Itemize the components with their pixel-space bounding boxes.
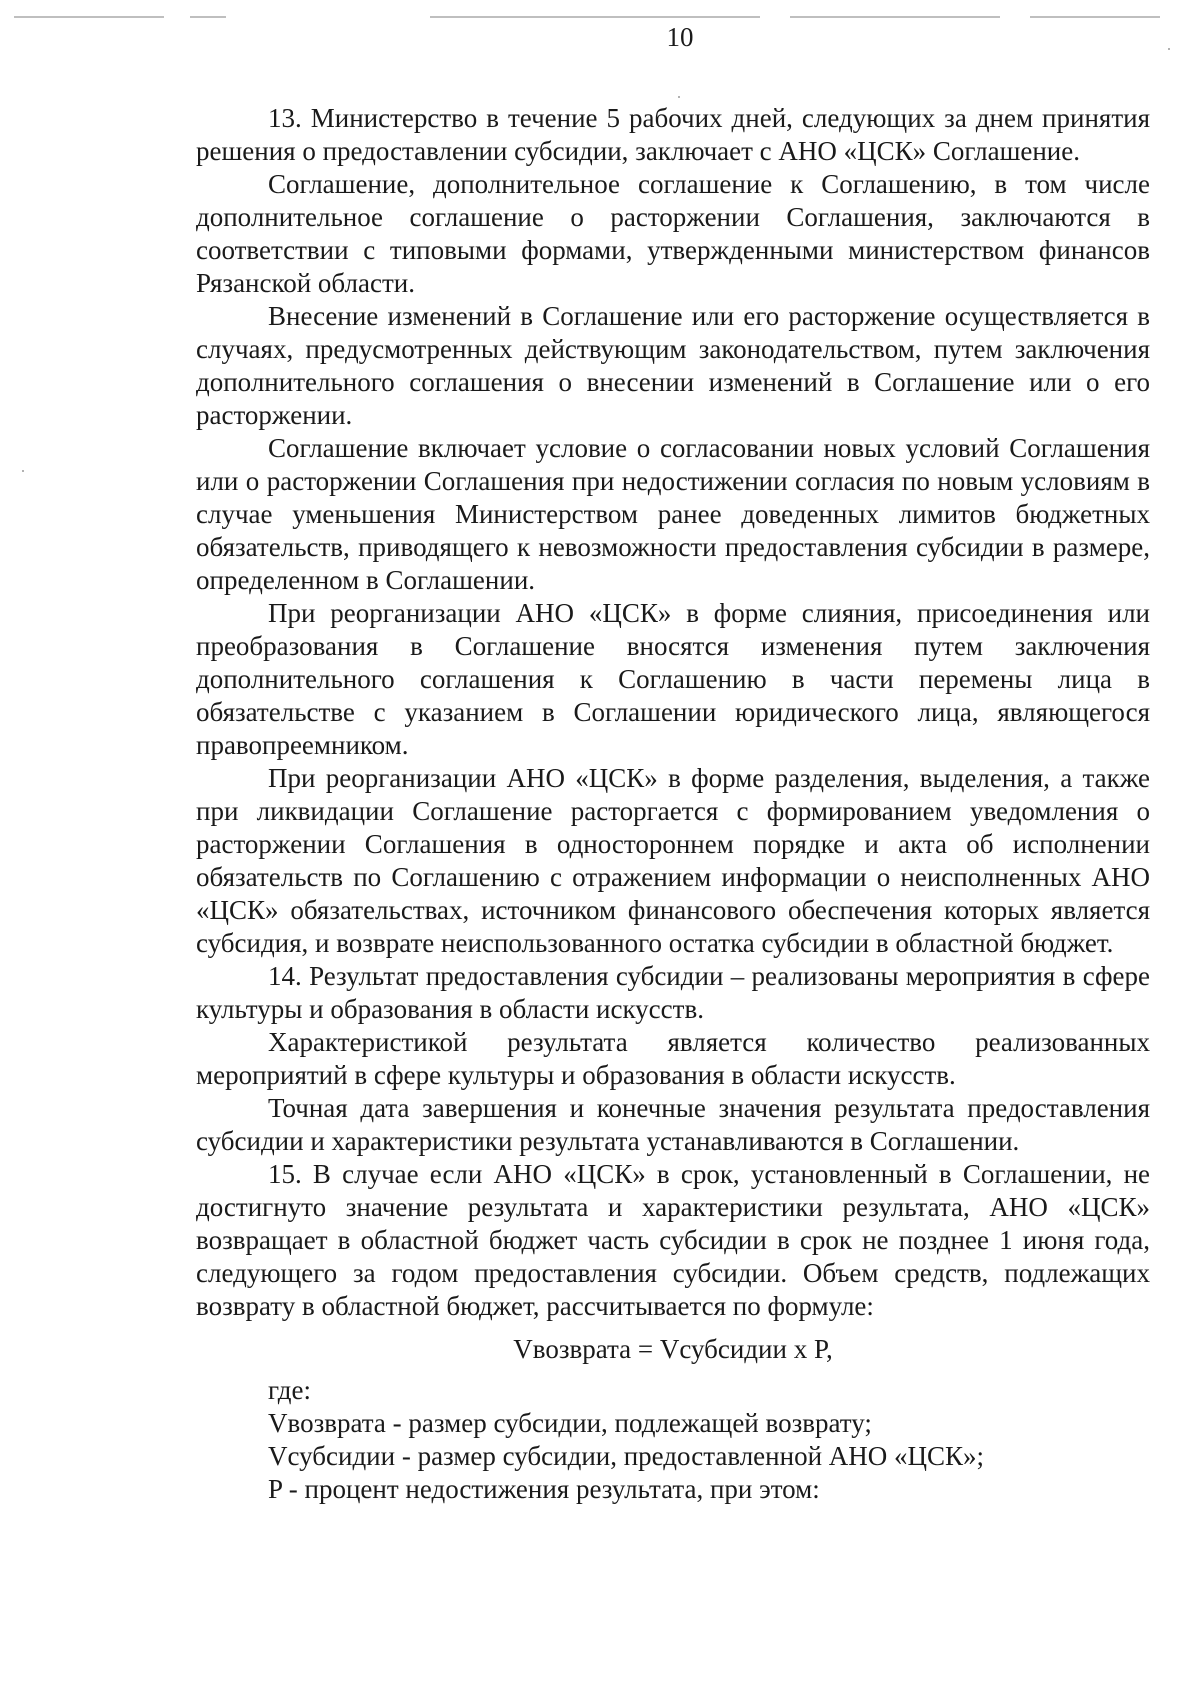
paragraph-reorganization-division: При реорганизации АНО «ЦСК» в форме разделения, выделения, а также при ликвидации Соглашение расторгается с формированием уведомления о расторжении Соглашения в одностороннем порядке и акта об исполнении обязательств по Соглашению с отражением информации о неисполненных АНО «ЦСК» обязательствах, источником финансового обеспечения которых является субсидия, и возврате неиспользованного остатка субсидии в областной бюджет. bbox=[196, 763, 1150, 958]
paragraph-13: 13. Министерство в течение 5 рабочих дней, следующих за днем принятия решения о предоставлении субсидии, заключает с АНО «ЦСК» Соглашение. bbox=[196, 103, 1150, 166]
paragraph-15: 15. В случае если АНО «ЦСК» в срок, установленный в Соглашении, не достигнуто значение результата и характеристики результата, АНО «ЦСК» возвращает в областной бюджет часть субсидии в срок не позднее 1 июня года, следующего за годом предоставления субсидии. Объем средств, подлежащих возврату в областной бюджет, рассчитывается по формуле: bbox=[196, 1159, 1150, 1321]
return-formula: Vвозврата = Vсубсидии x P, bbox=[513, 1334, 833, 1364]
paragraph-result-date: Точная дата завершения и конечные значения результата предоставления субсидии и характеристики результата устанавливаются в Соглашении. bbox=[196, 1093, 1150, 1156]
paragraph-agreement-changes: Внесение изменений в Соглашение или его расторжение осуществляется в случаях, предусмотренных действующим законодательством, путем заключения дополнительного соглашения о внесении изменений в Соглашение или о его расторжении. bbox=[196, 301, 1150, 430]
definition-item: Vсубсидии - размер субсидии, предоставленной АНО «ЦСК»; bbox=[268, 1441, 985, 1471]
paragraph-result-characteristic: Характеристикой результата является количество реализованных мероприятий в сфере культуры и образования в области искусств. bbox=[196, 1027, 1150, 1090]
scan-speck bbox=[22, 470, 24, 472]
page-number: 10 bbox=[666, 22, 694, 52]
definitions-where: где: bbox=[268, 1375, 311, 1405]
scan-top-edge bbox=[0, 14, 1200, 20]
definition-item: P - процент недостижения результата, при этом: bbox=[268, 1474, 820, 1504]
paragraph-new-conditions: Соглашение включает условие о согласовании новых условий Соглашения или о расторжении Соглашения при недостижении согласия по новым условиям в случае уменьшения Министерством ранее доведенных лимитов бюджетных обязательств, приводящего к невозможности предоставления субсидии в размере, определенном в Соглашении. bbox=[196, 433, 1150, 595]
definition-item: Vвозврата - размер субсидии, подлежащей возврату; bbox=[268, 1408, 872, 1438]
paragraph-14: 14. Результат предоставления субсидии – реализованы мероприятия в сфере культуры и образования в области искусств. bbox=[196, 961, 1150, 1024]
page-content bbox=[196, 102, 1150, 1506]
scan-speck bbox=[678, 96, 680, 98]
paragraph-agreement-forms: Соглашение, дополнительное соглашение к Соглашению, в том числе дополнительное соглашение о расторжении Соглашения, заключаются в соответствии с типовыми формами, утвержденными министерством финансов Рязанской области. bbox=[196, 169, 1150, 298]
scan-speck bbox=[1168, 48, 1170, 50]
paragraph-reorganization-merger: При реорганизации АНО «ЦСК» в форме слияния, присоединения или преобразования в Соглашение вносятся изменения путем заключения дополнительного соглашения к Соглашению в части перемены лица в обязательстве с указанием в Соглашении юридического лица, являющегося правопреемником. bbox=[196, 598, 1150, 760]
